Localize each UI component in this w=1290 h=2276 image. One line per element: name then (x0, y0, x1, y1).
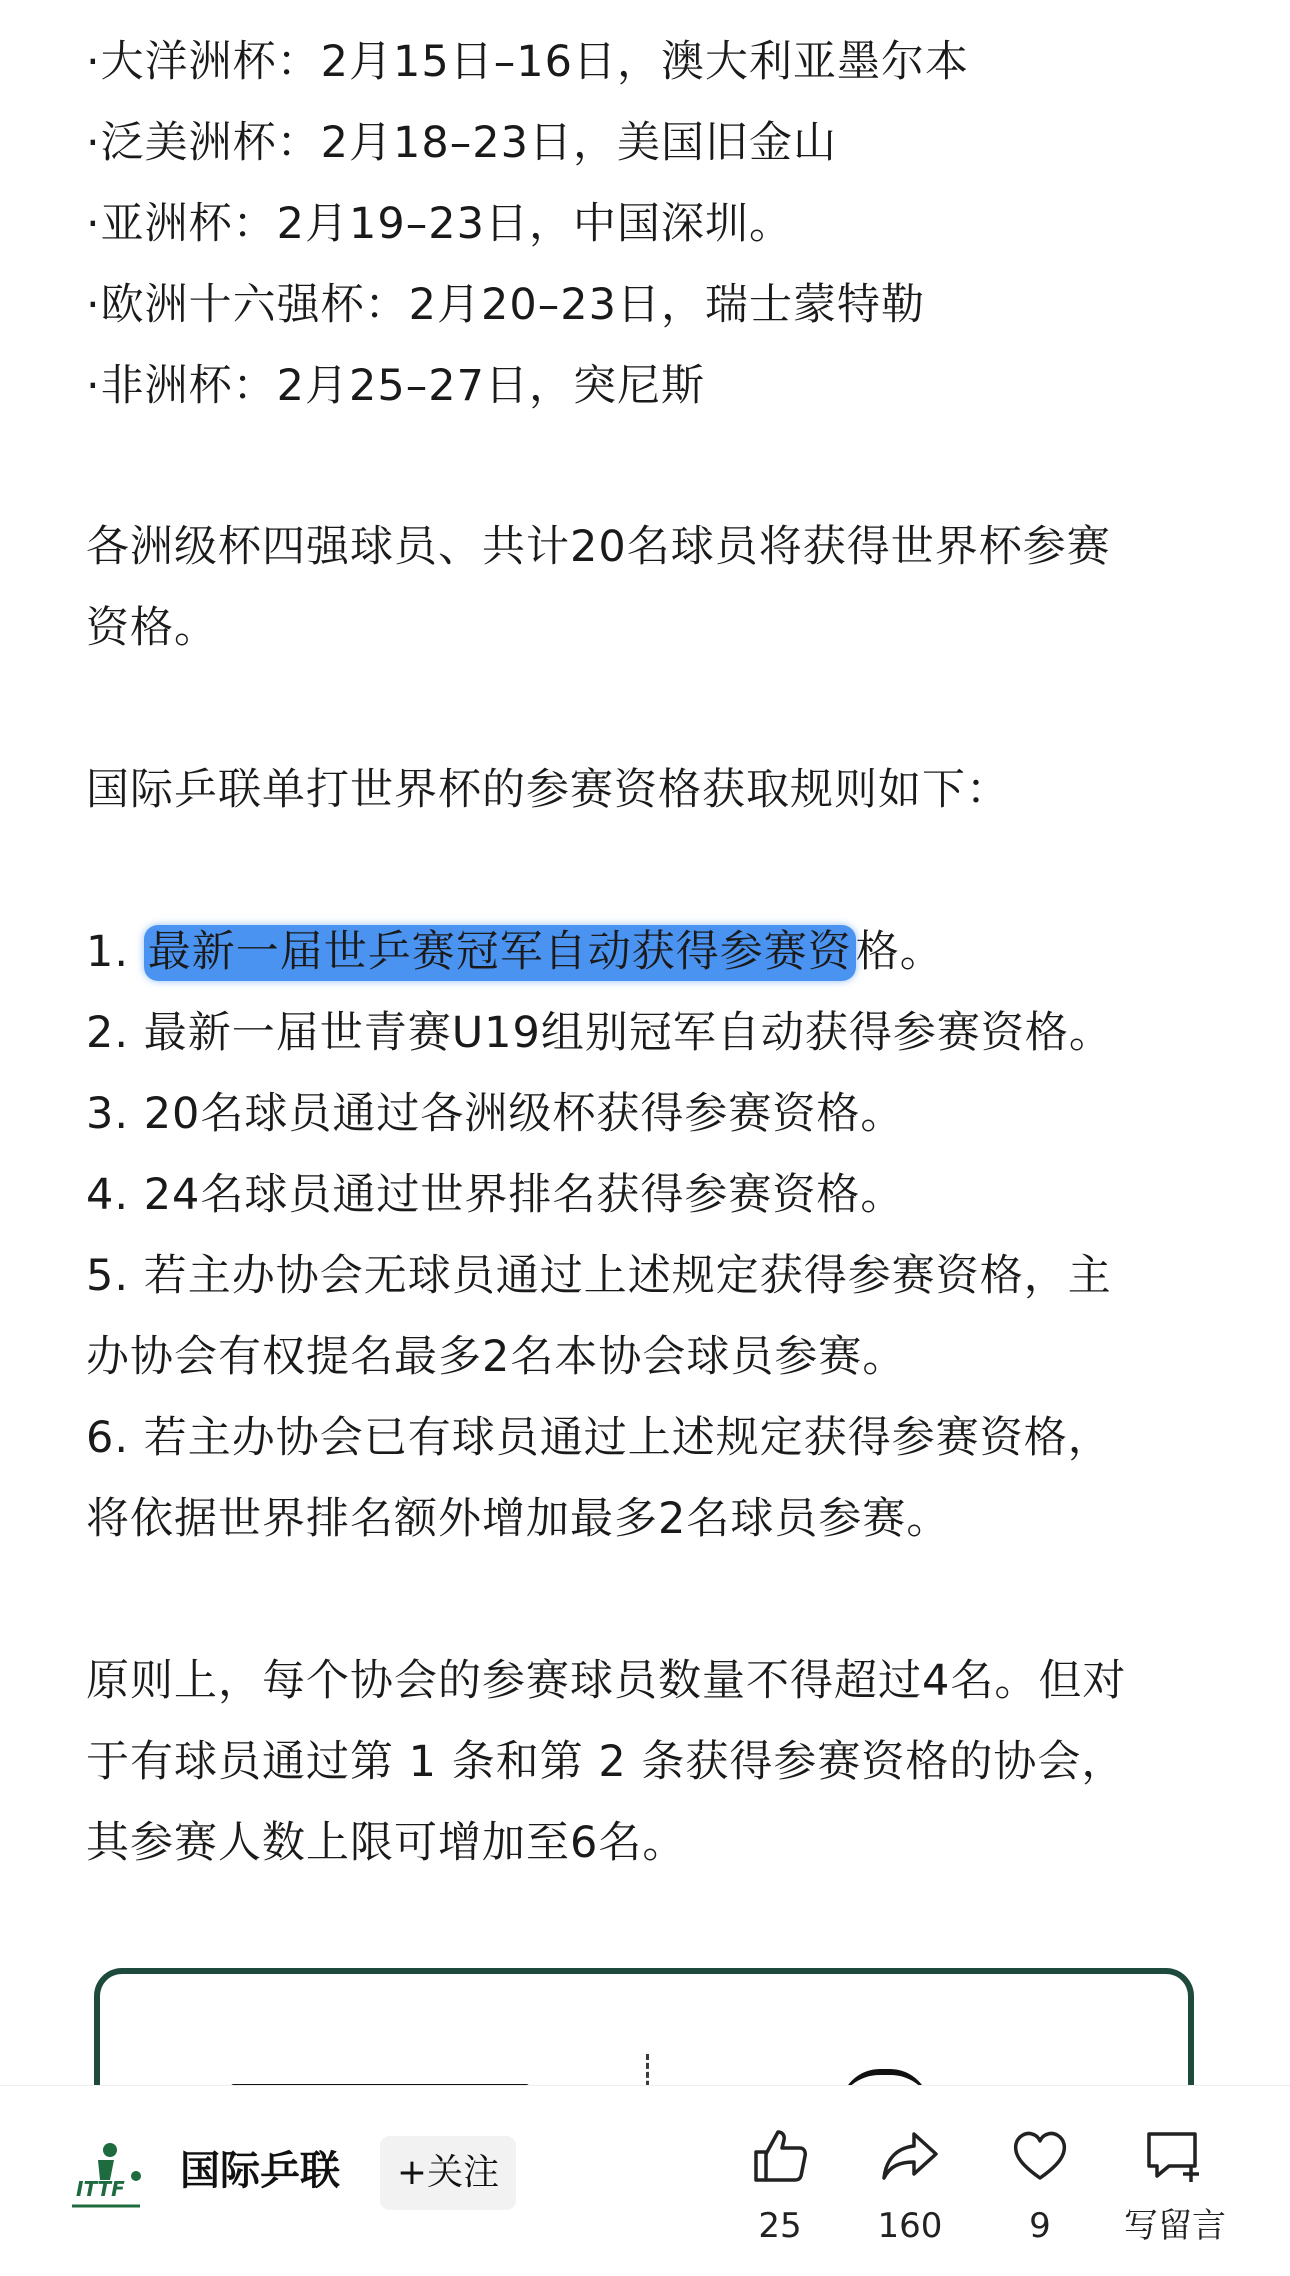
paragraph-qualify-line2: 资格。 (86, 603, 218, 653)
schedule-pan-america: ·泛美洲杯：2月18–23日，美国旧金山 (86, 118, 837, 168)
principle-line3: 其参赛人数上限可增加至6名。 (86, 1818, 687, 1868)
rule-6-line1: 6. 若主办协会已有球员通过上述规定获得参赛资格， (86, 1413, 1112, 1463)
favorite-button[interactable] (985, 2126, 1095, 2248)
principle-line2: 于有球员通过第 1 条和第 2 条获得参赛资格的协会， (86, 1737, 1126, 1787)
favorite-count: 9 (1029, 2206, 1051, 2246)
like-count: 25 (758, 2206, 802, 2246)
logo-text: ITTF (76, 2177, 125, 2201)
rule-1-number: 1. (86, 927, 130, 977)
rule-1[interactable] (86, 922, 944, 982)
text-selection-highlight[interactable]: 最新一届世乒赛冠军自动获得参赛资 (144, 925, 856, 981)
write-comment-button[interactable] (1120, 2126, 1230, 2248)
thumbs-up-icon (725, 2126, 835, 2186)
share-count: 160 (877, 2206, 943, 2246)
schedule-europe: ·欧洲十六强杯：2月20–23日，瑞士蒙特勒 (86, 280, 925, 330)
rule-5-line1: 5. 若主办协会无球员通过上述规定获得参赛资格，主 (86, 1251, 1112, 1301)
rule-2: 2. 最新一届世青赛U19组别冠军自动获得参赛资格。 (86, 1008, 1113, 1058)
follow-button[interactable]: +关注 (380, 2136, 516, 2210)
schedule-asia: ·亚洲杯：2月19–23日，中国深圳。 (86, 199, 793, 249)
rule-6-line2: 将依据世界排名额外增加最多2名球员参赛。 (86, 1494, 951, 1544)
rules-heading: 国际乒联单打世界杯的参赛资格获取规则如下： (86, 765, 1010, 815)
schedule-africa: ·非洲杯：2月25–27日，突尼斯 (86, 361, 705, 411)
write-comment-label: 写留言 (1124, 2206, 1226, 2246)
rule-3: 3. 20名球员通过各洲级杯获得参赛资格。 (86, 1089, 905, 1139)
like-button[interactable] (725, 2126, 835, 2248)
heart-icon (985, 2126, 1095, 2186)
bottom-action-bar (0, 2085, 1290, 2276)
rule-5-line2: 办协会有权提名最多2名本协会球员参赛。 (86, 1332, 907, 1382)
schedule-oceania: ·大洋洲杯：2月15日–16日，澳大利亚墨尔本 (86, 37, 969, 87)
paragraph-qualify-line1: 各洲级杯四强球员、共计20名球员将获得世界杯参赛 (86, 522, 1111, 572)
share-button[interactable] (855, 2126, 965, 2248)
rule-1-suffix: 格。 (855, 927, 944, 977)
account-name[interactable]: 国际乒联 (180, 2148, 340, 2194)
ittf-logo-icon[interactable] (70, 2136, 150, 2216)
share-arrow-icon (855, 2126, 965, 2186)
principle-line1: 原则上，每个协会的参赛球员数量不得超过4名。但对 (86, 1656, 1127, 1706)
comment-add-icon (1120, 2126, 1230, 2186)
rule-4: 4. 24名球员通过世界排名获得参赛资格。 (86, 1170, 905, 1220)
